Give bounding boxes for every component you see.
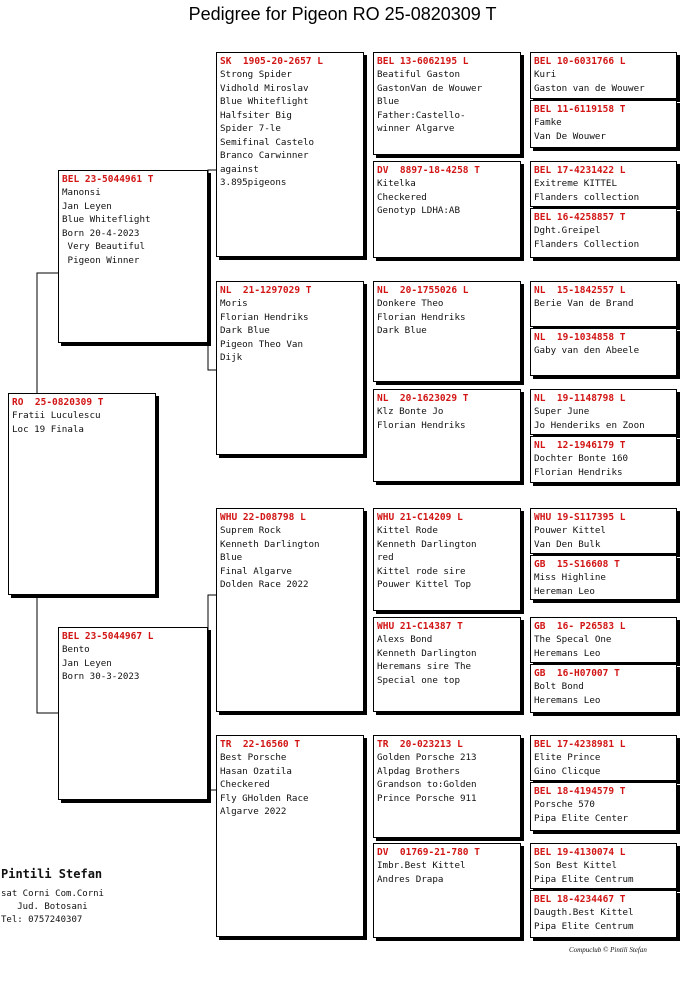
ring-number: BEL 10-6031766 L (534, 56, 626, 67)
pigeon-info-line: Loc 19 Finala (12, 423, 84, 435)
pigeon-info-line: Golden Porsche 213 (377, 752, 477, 763)
pigeon-info-line: Super June (534, 406, 590, 417)
pigeon-info-line: Gino Clicque (534, 765, 601, 777)
pigeon-info-line: Grandson to:Golden (377, 779, 477, 790)
pigeon-card-grandparent (216, 52, 364, 257)
pigeon-info-line: Pouwer Kittel (534, 525, 606, 536)
pigeon-info-line: Pipa Elite Centrum (534, 920, 634, 932)
ring-number: WHU 22-D08798 L (220, 512, 306, 523)
pigeon-info-line: Flanders Collection (534, 238, 640, 250)
pigeon-card-parent (58, 627, 208, 800)
pigeon-card-gen4 (530, 782, 677, 831)
pigeon-card-great-grandparent (373, 389, 521, 482)
pigeon-info-line: Pipa Elite Centrum (534, 873, 634, 885)
pigeon-info-line: Very Beautiful (62, 241, 145, 252)
pigeon-info-line: Exitreme KITTEL (534, 178, 617, 189)
ring-number: NL 15-1842557 L (534, 285, 626, 296)
pigeon-info-line: Dolden Race 2022 (220, 579, 309, 590)
pigeon-info-line: Father:Castello- (377, 109, 466, 121)
pigeon-info-line: Elite Prince (534, 752, 601, 763)
pigeon-info-line: 3.895pigeons (220, 177, 287, 188)
pigeon-info-line: Pouwer Kittel Top (377, 579, 472, 590)
ring-number: NL 21-1297029 T (220, 285, 312, 296)
pigeon-card-great-grandparent (373, 52, 521, 155)
pigeon-info-line: Berie Van de Brand (534, 298, 634, 309)
pigeon-info-line: Hereman Leo (534, 585, 595, 597)
pigeon-card-gen4 (530, 890, 677, 938)
breeder-name: Pintili Stefan (1, 867, 103, 881)
pigeon-card-grandparent (216, 281, 364, 455)
ring-number: BEL 13-6062195 L (377, 56, 469, 67)
pigeon-info-line: Andres Drapa (377, 873, 444, 885)
pigeon-info-line: Best Porsche (220, 752, 287, 763)
ring-number: SK 1905-20-2657 L (220, 56, 323, 67)
pigeon-info-line: Kuri (534, 69, 557, 80)
ring-number: GB 16- P26583 L (534, 621, 626, 632)
pigeon-card-gen4 (530, 161, 677, 207)
pigeon-info-line: Algarve 2022 (220, 806, 287, 817)
pigeon-info-line: Dochter Bonte 160 (534, 453, 629, 464)
pigeon-info-line: against (220, 163, 259, 175)
pigeon-card-gen4 (530, 617, 677, 663)
pigeon-info-line: Spider 7-le (220, 123, 281, 134)
pigeon-info-line: Checkered (220, 779, 270, 790)
pigeon-info-line: Dark Blue (220, 325, 270, 336)
pigeon-info-line: Bolt Bond (534, 681, 584, 692)
pigeon-info-line: winner Algarve (377, 123, 455, 134)
pigeon-info-line: Gaston van de Wouwer (534, 82, 645, 94)
pigeon-info-line: Imbr.Best Kittel (377, 860, 466, 871)
pigeon-info-line: Blue (220, 552, 243, 563)
pigeon-info-line: Pipa Elite Center (534, 812, 629, 824)
pigeon-info-line: Van De Wouwer (534, 130, 606, 142)
ring-number: WHU 19-S117395 L (534, 512, 626, 523)
pigeon-info-line: Final Algarve (220, 565, 292, 577)
pigeon-card-parent (58, 170, 208, 343)
pigeon-info-line: Kittel rode sire (377, 565, 466, 577)
pigeon-info-line: Kittel Rode (377, 525, 438, 536)
pigeon-info-line: Florian Hendriks (377, 419, 466, 431)
pigeon-info-line: Pigeon Winner (62, 254, 140, 266)
pigeon-card-gen4 (530, 664, 677, 713)
pigeon-info-line: Alpdag Brothers (377, 765, 460, 777)
pigeon-card-gen4 (530, 436, 677, 483)
pigeon-card-great-grandparent (373, 617, 521, 712)
ring-number: BEL 23-5044961 T (62, 174, 154, 185)
pigeon-info-line: Kitelka (377, 178, 416, 189)
pigeon-info-line: Heremans Leo (534, 647, 601, 659)
pigeon-info-line: Heremans sire The (377, 661, 472, 672)
ring-number: BEL 18-4234467 T (534, 894, 626, 905)
pigeon-info-line: Kenneth Darlington (220, 538, 320, 550)
ring-number: TR 22-16560 T (220, 739, 301, 750)
ring-number: DV 01769-21-780 T (377, 847, 480, 858)
ring-number: RO 25-0820309 T (12, 397, 104, 408)
pigeon-card-great-grandparent (373, 281, 521, 382)
ring-number: BEL 17-4238981 L (534, 739, 626, 750)
pigeon-info-line: Beatiful Gaston (377, 69, 460, 80)
copyright-note: Compuclub © Pintili Stefan (569, 946, 647, 954)
ring-number: BEL 17-4231422 L (534, 165, 626, 176)
pigeon-info-line: Pigeon Theo Van (220, 338, 303, 350)
pigeon-info-line: Flanders collection (534, 191, 640, 203)
pigeon-card-grandparent (216, 508, 364, 712)
ring-number: GB 16-H07007 T (534, 668, 620, 679)
ring-number: NL 20-1755026 L (377, 285, 469, 296)
pigeon-card-gen4 (530, 389, 677, 435)
pigeon-card-gen4 (530, 735, 677, 781)
pigeon-info-line: Hasan Ozatila (220, 765, 292, 777)
pigeon-info-line: Jan Leyen (62, 657, 112, 669)
pigeon-info-line: Daugth.Best Kittel (534, 907, 634, 918)
pigeon-info-line: Blue Whiteflight (62, 214, 151, 225)
pigeon-info-line: Fratii Luculescu (12, 410, 101, 421)
pigeon-info-line: Famke (534, 117, 562, 128)
pigeon-info-line: Porsche 570 (534, 799, 595, 810)
ring-number: GB 15-S16608 T (534, 559, 620, 570)
pigeon-card-great-grandparent (373, 735, 521, 838)
ring-number: DV 8897-18-4258 T (377, 165, 480, 176)
pigeon-card-gen4 (530, 52, 677, 99)
pigeon-info-line: Jan Leyen (62, 200, 112, 212)
ring-number: NL 19-1034858 T (534, 332, 626, 343)
pigeon-info-line: Dark Blue (377, 325, 427, 336)
pigeon-card-subject (8, 393, 156, 595)
pigeon-info-line: red (377, 552, 394, 563)
pigeon-card-great-grandparent (373, 508, 521, 611)
pigeon-info-line: Florian Hendriks (377, 311, 466, 323)
pigeon-card-great-grandparent (373, 161, 521, 258)
breeder-address-line2: Jud. Botosani (1, 902, 88, 912)
ring-number: TR 20-023213 L (377, 739, 463, 750)
pigeon-info-line: Miss Highline (534, 572, 606, 583)
pigeon-card-gen4 (530, 328, 677, 376)
pigeon-info-line: Vidhold Miroslav (220, 82, 309, 94)
pigeon-card-gen4 (530, 508, 677, 554)
pigeon-info-line: Semifinal Castelo (220, 136, 315, 148)
pigeon-info-line: Van Den Bulk (534, 538, 601, 550)
pigeon-info-line: Blue (377, 96, 400, 107)
pigeon-card-gen4 (530, 281, 677, 327)
pigeon-card-gen4 (530, 555, 677, 600)
pigeon-info-line: Son Best Kittel (534, 860, 617, 871)
pigeon-info-line: Strong Spider (220, 69, 292, 80)
pigeon-info-line: Klz Bonte Jo (377, 406, 444, 417)
pigeon-info-line: GastonVan de Wouwer (377, 82, 483, 94)
ring-number: BEL 11-6119158 T (534, 104, 626, 115)
ring-number: WHU 21-C14209 L (377, 512, 463, 523)
pigeon-info-line: Born 20-4-2023 (62, 227, 140, 239)
pigeon-info-line: Donkere Theo (377, 298, 444, 309)
pigeon-card-gen4 (530, 100, 677, 148)
pigeon-info-line: Gaby van den Abeele (534, 345, 640, 356)
pigeon-info-line: Florian Hendriks (220, 311, 309, 323)
pigeon-info-line: Manonsi (62, 187, 101, 198)
pigeon-info-line: Jo Henderiks en Zoon (534, 419, 645, 431)
pigeon-card-gen4 (530, 208, 677, 258)
breeder-phone: Tel: 0757240307 (1, 915, 83, 925)
ring-number: BEL 16-4258857 T (534, 212, 626, 223)
pigeon-info-line: Moris (220, 298, 248, 309)
page-title: Pedigree for Pigeon RO 25-0820309 T (188, 4, 497, 24)
ring-number: BEL 18-4194579 T (534, 786, 626, 797)
ring-number: BEL 19-4130074 L (534, 847, 626, 858)
pigeon-info-line: Genotyp LDHA:AB (377, 205, 460, 216)
ring-number: BEL 23-5044967 L (62, 631, 154, 642)
pigeon-info-line: Dght.Greipel (534, 225, 601, 236)
pigeon-info-line: Bento (62, 644, 90, 655)
pigeon-info-line: Heremans Leo (534, 694, 601, 706)
pigeon-info-line: Special one top (377, 674, 460, 686)
breeder-address-line1: sat Corni Com.Corni (1, 889, 104, 899)
pigeon-info-line: Checkered (377, 191, 427, 203)
ring-number: NL 19-1148798 L (534, 393, 626, 404)
pigeon-info-line: Halfsiter Big (220, 109, 292, 121)
ring-number: NL 12-1946179 T (534, 440, 626, 451)
pigeon-info-line: Branco Carwinner (220, 150, 309, 161)
ring-number: WHU 21-C14387 T (377, 621, 463, 632)
pigeon-card-gen4 (530, 843, 677, 889)
pigeon-info-line: Blue Whiteflight (220, 96, 309, 107)
pigeon-info-line: Prince Porsche 911 (377, 792, 477, 804)
pigeon-card-grandparent (216, 735, 364, 937)
pigeon-info-line: The Specal One (534, 634, 612, 645)
pigeon-info-line: Alexs Bond (377, 634, 433, 645)
pigeon-info-line: Florian Hendriks (534, 466, 623, 478)
pigeon-info-line: Kenneth Darlington (377, 538, 477, 550)
pigeon-info-line: Born 30-3-2023 (62, 671, 140, 682)
ring-number: NL 20-1623029 T (377, 393, 469, 404)
pigeon-info-line: Suprem Rock (220, 525, 281, 536)
pigeon-info-line: Kenneth Darlington (377, 647, 477, 659)
pigeon-card-great-grandparent (373, 843, 521, 938)
pigeon-info-line: Dijk (220, 352, 243, 363)
pigeon-info-line: Fly GHolden Race (220, 792, 309, 804)
